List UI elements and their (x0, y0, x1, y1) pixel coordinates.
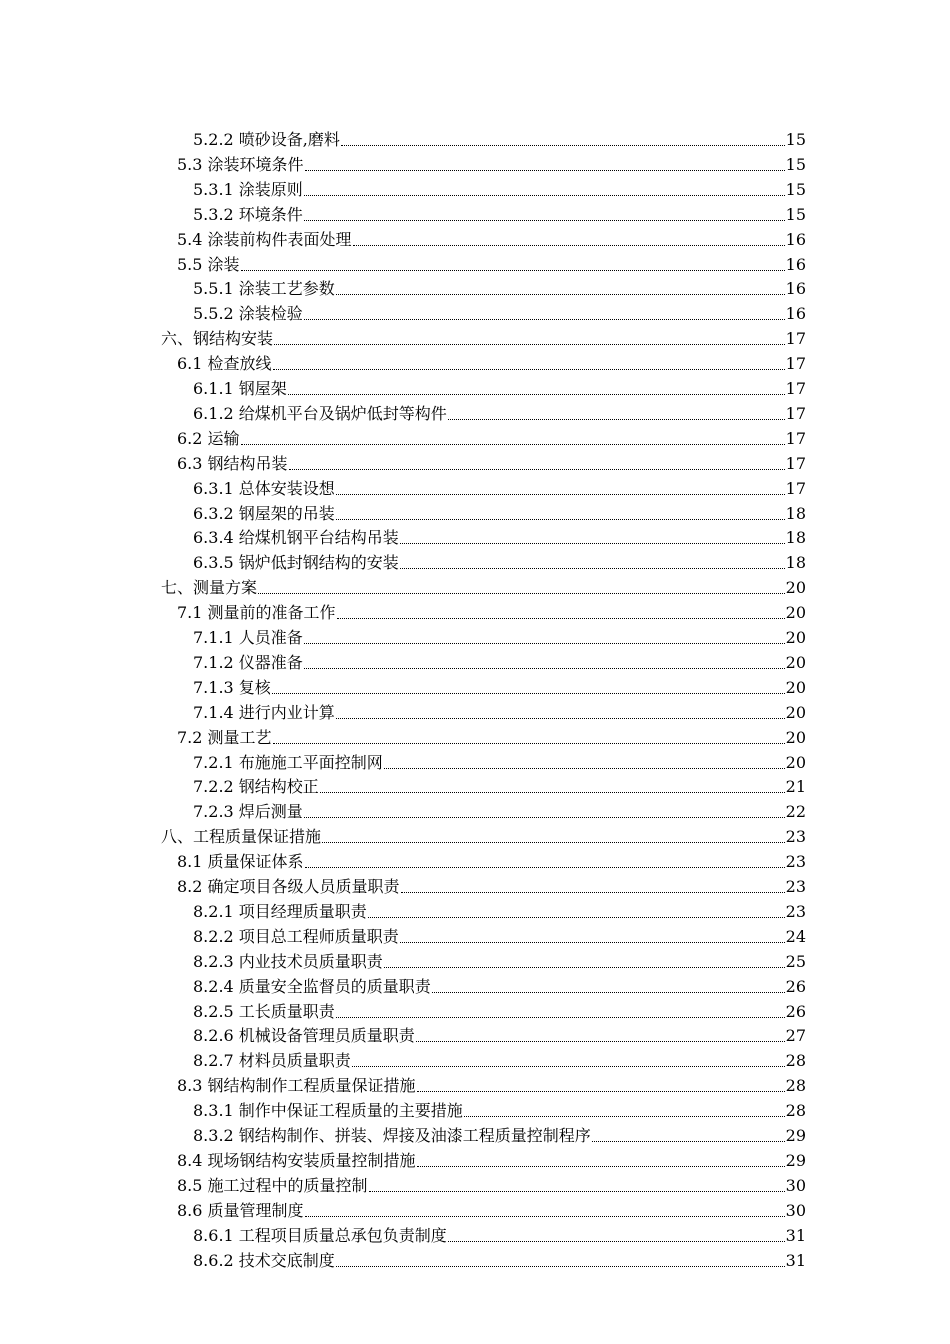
toc-entry[interactable] (193, 748, 806, 773)
toc-entry-title: 8.3.2 钢结构制作、拼装、焊接及油漆工程质量控制程序 (193, 1126, 591, 1145)
toc-dot-leader (304, 195, 785, 196)
toc-entry-page-number: 26 (785, 1001, 806, 1021)
toc-entry-title: 5.5 涂装 (177, 254, 240, 274)
toc-entry[interactable] (193, 399, 806, 424)
toc-entry-title: 7.1.3 复核 (193, 677, 271, 697)
toc-entry-title: 8.1 质量保证体系 (177, 852, 304, 872)
toc-dot-leader (384, 967, 785, 968)
toc-dot-leader (368, 917, 785, 918)
toc-entry-page-number: 20 (785, 628, 806, 647)
toc-entry[interactable] (193, 200, 806, 225)
toc-entry-page-number: 18 (785, 503, 806, 523)
toc-entry-title: 7.2.1 布施施工平面控制网 (193, 752, 383, 772)
toc-entry[interactable] (161, 573, 806, 598)
toc-entry-title: 七、测量方案 (161, 578, 258, 598)
toc-dot-leader (288, 394, 785, 395)
toc-dot-leader (336, 1017, 785, 1018)
toc-entry-title: 7.1.2 仪器准备 (193, 652, 303, 672)
toc-dot-leader (464, 1116, 785, 1117)
toc-entry-page-number: 20 (785, 702, 806, 722)
toc-entry[interactable] (193, 523, 806, 548)
toc-entry-page-number: 20 (785, 578, 806, 598)
toc-dot-leader (448, 419, 785, 420)
toc-entry[interactable] (193, 1046, 806, 1071)
toc-entry-page-number: 20 (785, 677, 806, 697)
toc-entry[interactable] (193, 548, 806, 573)
toc-dot-leader (337, 618, 785, 619)
toc-entry-page-number: 20 (785, 652, 806, 672)
toc-entry-page-number: 16 (785, 254, 806, 274)
toc-entry[interactable] (193, 673, 806, 698)
toc-dot-leader (305, 1216, 785, 1217)
toc-entry[interactable] (193, 922, 806, 947)
toc-entry-title: 6.3.5 锅炉低封钢结构的安装 (193, 553, 399, 573)
toc-entry[interactable] (193, 274, 806, 299)
toc-entry-title: 六、钢结构安装 (161, 329, 274, 349)
toc-entry-title: 6.3 钢结构吊装 (177, 453, 288, 473)
toc-dot-leader (241, 270, 785, 271)
toc-entry-page-number: 15 (785, 204, 806, 224)
toc-entry[interactable] (177, 723, 806, 748)
toc-entry[interactable] (177, 1071, 806, 1096)
toc-entry-title: 八、工程质量保证措施 (161, 827, 322, 847)
toc-entry[interactable] (161, 822, 806, 847)
toc-dot-leader (304, 643, 785, 644)
toc-entry-title: 5.2.2 喷砂设备,磨料 (193, 130, 340, 149)
toc-entry-title: 8.2.3 内业技术员质量职责 (193, 951, 383, 971)
toc-entry-page-number: 31 (785, 1250, 806, 1270)
toc-dot-leader (274, 344, 785, 345)
toc-entry-title: 8.2 确定项目各级人员质量职责 (177, 877, 400, 896)
toc-entry-page-number: 20 (785, 603, 806, 623)
toc-entry-page-number: 17 (785, 428, 806, 448)
toc-entry-page-number: 16 (785, 229, 806, 249)
toc-dot-leader (304, 668, 785, 669)
toc-entry-page-number: 20 (785, 727, 806, 747)
toc-entry[interactable] (193, 1221, 806, 1246)
toc-entry-title: 6.1.2 给煤机平台及锅炉低封等构件 (193, 403, 447, 423)
toc-dot-leader (305, 867, 785, 868)
toc-entry[interactable] (193, 897, 806, 922)
toc-dot-leader (400, 942, 785, 943)
toc-entry-page-number: 23 (785, 827, 806, 847)
toc-entry[interactable] (193, 1121, 806, 1146)
toc-entry-page-number: 30 (785, 1175, 806, 1195)
toc-entry-title: 7.1.1 人员准备 (193, 628, 303, 647)
toc-entry-title: 6.2 运输 (177, 428, 240, 448)
toc-dot-leader (304, 319, 785, 320)
toc-entry[interactable] (161, 324, 806, 349)
toc-entry-page-number: 18 (785, 553, 806, 573)
toc-entry-title: 7.1 测量前的准备工作 (177, 603, 336, 623)
toc-entry[interactable] (177, 872, 806, 897)
toc-entry[interactable] (193, 1021, 806, 1046)
toc-entry[interactable] (177, 424, 806, 449)
toc-entry-title: 5.4 涂装前构件表面处理 (177, 229, 352, 249)
toc-entry-title: 8.2.6 机械设备管理员质量职责 (193, 1026, 415, 1046)
toc-dot-leader (289, 469, 785, 470)
toc-entry-title: 5.5.2 涂装检验 (193, 304, 303, 324)
toc-dot-leader (353, 245, 785, 246)
toc-entry-title: 8.2.7 材料员质量职责 (193, 1051, 351, 1071)
toc-entry-page-number: 21 (785, 777, 806, 797)
toc-entry[interactable] (193, 648, 806, 673)
toc-entry-title: 6.1.1 钢屋架 (193, 379, 287, 398)
toc-entry-page-number: 24 (785, 926, 806, 946)
toc-entry-page-number: 28 (785, 1101, 806, 1121)
toc-dot-leader (336, 494, 785, 495)
toc-entry-title: 7.1.4 进行内业计算 (193, 702, 335, 722)
toc-entry-page-number: 17 (785, 453, 806, 473)
toc-dot-leader (273, 369, 785, 370)
toc-entry[interactable] (193, 797, 806, 822)
toc-entry-title: 8.2.5 工长质量职责 (193, 1001, 335, 1021)
toc-entry-page-number: 18 (785, 528, 806, 548)
toc-dot-leader (400, 543, 785, 544)
toc-entry-page-number: 20 (785, 752, 806, 772)
toc-entry[interactable] (193, 299, 806, 324)
toc-entry-page-number: 28 (785, 1051, 806, 1071)
toc-entry[interactable] (177, 1146, 806, 1171)
toc-entry-title: 8.6.2 技术交底制度 (193, 1250, 335, 1270)
toc-entry-title: 5.5.1 涂装工艺参数 (193, 279, 335, 299)
toc-entry-page-number: 15 (785, 154, 806, 174)
toc-entry-page-number: 23 (785, 901, 806, 921)
toc-dot-leader (401, 892, 785, 893)
toc-entry-title: 8.6 质量管理制度 (177, 1200, 304, 1220)
toc-entry-title: 8.6.1 工程项目质量总承包负责制度 (193, 1225, 447, 1245)
toc-entry-title: 6.3.4 给煤机钢平台结构吊装 (193, 528, 399, 548)
toc-entry-title: 8.2.1 项目经理质量职责 (193, 901, 367, 921)
toc-entry-page-number: 31 (785, 1225, 806, 1245)
toc-dot-leader (304, 220, 785, 221)
toc-dot-leader (592, 1141, 785, 1142)
toc-entry-title: 6.3.1 总体安装设想 (193, 478, 335, 498)
toc-dot-leader (432, 992, 785, 993)
toc-entry[interactable] (193, 997, 806, 1022)
toc-dot-leader (336, 718, 785, 719)
toc-entry[interactable] (177, 1171, 806, 1196)
toc-entry-title: 7.2.2 钢结构校正 (193, 777, 319, 797)
toc-entry-title: 5.3.1 涂装原则 (193, 179, 303, 199)
toc-entry[interactable] (177, 250, 806, 275)
toc-dot-leader (448, 1241, 785, 1242)
toc-dot-leader (336, 294, 785, 295)
toc-dot-leader (273, 743, 785, 744)
toc-dot-leader (417, 1166, 785, 1167)
toc-entry[interactable] (193, 972, 806, 997)
toc-entry[interactable] (177, 349, 806, 374)
toc-dot-leader (241, 444, 785, 445)
toc-entry[interactable] (177, 150, 806, 175)
toc-entry-page-number: 15 (785, 130, 806, 149)
toc-entry-page-number: 25 (785, 951, 806, 971)
toc-entry-title: 8.4 现场钢结构安装质量控制措施 (177, 1150, 416, 1170)
toc-dot-leader (305, 170, 785, 171)
toc-entry-page-number: 17 (785, 379, 806, 398)
toc-entry-title: 8.3 钢结构制作工程质量保证措施 (177, 1076, 416, 1096)
toc-entry[interactable] (193, 623, 806, 648)
toc-dot-leader (336, 1266, 785, 1267)
toc-entry-title: 8.2.2 项目总工程师质量职责 (193, 926, 399, 946)
toc-entry-page-number: 29 (785, 1150, 806, 1170)
toc-entry[interactable] (193, 1096, 806, 1121)
toc-entry[interactable] (193, 499, 806, 524)
toc-entry[interactable] (193, 374, 806, 399)
toc-entry-title: 5.3 涂装环境条件 (177, 154, 304, 174)
toc-entry[interactable] (193, 125, 806, 150)
toc-dot-leader (369, 1191, 785, 1192)
toc-entry[interactable] (193, 1246, 806, 1271)
toc-entry[interactable] (193, 474, 806, 499)
toc-entry-title: 8.3.1 制作中保证工程质量的主要措施 (193, 1101, 463, 1121)
toc-entry-page-number: 17 (785, 403, 806, 423)
toc-entry-title: 7.2.3 焊后测量 (193, 802, 303, 822)
toc-entry-title: 5.3.2 环境条件 (193, 204, 303, 224)
toc-dot-leader (304, 817, 785, 818)
toc-dot-leader (352, 1066, 785, 1067)
toc-entry-page-number: 29 (785, 1126, 806, 1145)
toc-entry-page-number: 23 (785, 852, 806, 872)
toc-dot-leader (417, 1091, 785, 1092)
toc-entry-page-number: 16 (785, 304, 806, 324)
toc-entry[interactable] (193, 772, 806, 797)
toc-entry[interactable] (177, 225, 806, 250)
toc-dot-leader (341, 145, 785, 146)
toc-entry-page-number: 30 (785, 1200, 806, 1220)
toc-entry[interactable] (193, 698, 806, 723)
toc-entry[interactable] (177, 1196, 806, 1221)
toc-entry-page-number: 17 (785, 354, 806, 374)
toc-entry-page-number: 17 (785, 329, 806, 349)
toc-entry-page-number: 27 (785, 1026, 806, 1046)
toc-dot-leader (320, 792, 785, 793)
toc-dot-leader (400, 568, 785, 569)
toc-entry-page-number: 28 (785, 1076, 806, 1096)
toc-entry[interactable] (193, 947, 806, 972)
toc-entry[interactable] (177, 847, 806, 872)
toc-entry-title: 6.1 检查放线 (177, 354, 272, 374)
toc-entry-title: 8.2.4 质量安全监督员的质量职责 (193, 976, 431, 996)
toc-entry-page-number: 15 (785, 179, 806, 199)
toc-dot-leader (336, 519, 785, 520)
toc-entry[interactable] (177, 598, 806, 623)
toc-entry-page-number: 23 (785, 877, 806, 896)
toc-dot-leader (258, 593, 785, 594)
toc-entry-title: 6.3.2 钢屋架的吊装 (193, 503, 335, 523)
toc-entry-title: 8.5 施工过程中的质量控制 (177, 1175, 368, 1195)
toc-dot-leader (416, 1041, 785, 1042)
toc-entry[interactable] (177, 449, 806, 474)
toc-entry-page-number: 16 (785, 279, 806, 299)
toc-dot-leader (384, 768, 785, 769)
toc-entry[interactable] (193, 175, 806, 200)
toc-dot-leader (272, 693, 785, 694)
toc-entry-page-number: 26 (785, 976, 806, 996)
toc-dot-leader (322, 842, 785, 843)
toc-entry-title: 7.2 测量工艺 (177, 727, 272, 747)
toc-entry-page-number: 22 (785, 802, 806, 822)
toc-entry-page-number: 17 (785, 478, 806, 498)
